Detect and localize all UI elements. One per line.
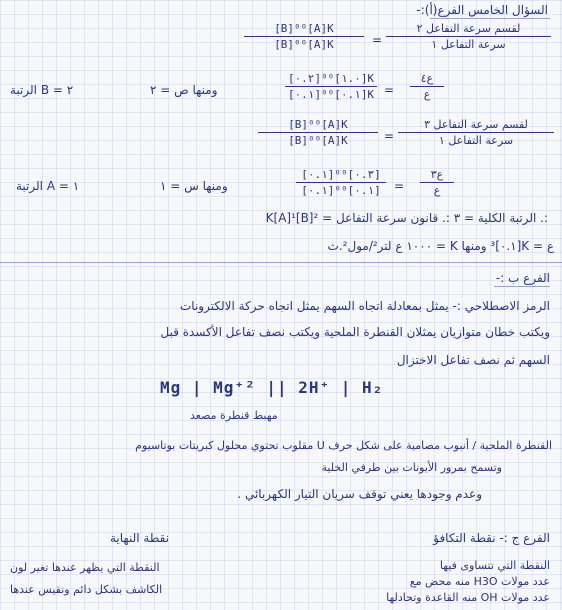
equivalence-def-line-2: عدد مولات H3O منه محض مع xyxy=(409,575,550,588)
title-underline xyxy=(430,18,550,19)
endpoint-def-line-2: الكاشف بشكل دائم ونقيس عندها xyxy=(10,583,163,596)
part-b-heading-underline xyxy=(494,286,550,287)
substituted-ratio-4 xyxy=(296,168,386,197)
rate-ratio-label-3-numerator: لقسم سرعة التفاعل ٣ xyxy=(424,118,528,131)
section-divider xyxy=(0,262,562,263)
question-title: السؤال الخامس الفرع(أ):- xyxy=(416,3,548,17)
endpoint-heading: نقطة النهاية xyxy=(110,531,170,545)
rate-ratio-label-1-numerator: لقسم سرعة التفاعل ٢ xyxy=(416,22,521,35)
equals-sign: = xyxy=(384,83,395,97)
part-b-line-2: ويكتب خطان متوازيان يمثلان القنطرة الملحية ويكتب نصف تفاعل الأكسدة قبل xyxy=(160,325,550,339)
endpoint-def-line-1: النقطة التي يظهر عندها تغير لون xyxy=(10,561,160,574)
substituted-ratio-2-numerator: [٠.٢]⁰⁰[١.٠]K xyxy=(287,72,375,85)
rate-ratio-symbol-4-numerator: ع٣ xyxy=(430,168,444,181)
rate-law-ratio-3 xyxy=(258,118,378,147)
equals-sign: = xyxy=(384,129,395,143)
rate-constant-line: ع = K[٠.١]³ ومنها K = ١٠٠٠ ع لتر²/مول².ث xyxy=(327,239,554,253)
part-c-heading: الفرع ج :- نقطة التكافؤ xyxy=(433,531,550,545)
fraction-bar xyxy=(296,182,386,183)
equals-sign: = xyxy=(394,179,405,193)
fraction-bar xyxy=(386,36,551,37)
fraction-bar xyxy=(258,132,378,133)
substituted-ratio-2 xyxy=(285,72,377,101)
cell-notation: Mg | Mg⁺² || 2H⁺ | H₂ xyxy=(160,378,384,397)
fraction-bar xyxy=(410,86,444,87)
rate-ratio-label-3 xyxy=(398,118,554,147)
rate-ratio-label-1 xyxy=(386,22,551,51)
part-b-line-4: القنطرة الملحية / أنبوب مصامية على شكل حرف U مقلوب تحتوي محلول كبريتات بوتاسيوم xyxy=(135,439,552,452)
fraction-bar xyxy=(244,36,364,37)
rate-ratio-label-1-denominator: سرعة التفاعل ١ xyxy=(431,38,506,51)
order-b-note: ومنها ص = ٢ xyxy=(150,83,218,97)
substituted-ratio-4-numerator: [٠.١]⁰⁰[٠.٣] xyxy=(301,168,381,181)
substituted-ratio-2-denominator: [٠.١]⁰⁰[٠.١]K xyxy=(287,88,375,101)
overall-order-line: :. الرتبة الكلية = ٣ :. قانون سرعة التفاعل = K[A]¹[B]² xyxy=(265,211,548,225)
equivalence-def-line-3: عدد مولات OH منه القاعدة وتحادلها xyxy=(386,591,550,604)
rate-ratio-label-3-denominator: سرعة التفاعل ١ xyxy=(438,134,514,147)
rate-law-ratio-3-numerator: [B]⁰⁰[A]K xyxy=(288,118,348,131)
fraction-bar xyxy=(420,182,454,183)
rate-ratio-symbol-2-denominator: ع xyxy=(423,88,431,101)
order-b-result: ٢ = B الرتبة xyxy=(10,83,74,97)
part-b-line-6: وعدم وجودها يعني توقف سريان التيار الكهربائي . xyxy=(237,487,482,501)
fraction-bar xyxy=(285,86,377,87)
equals-sign: = xyxy=(372,33,383,47)
rate-ratio-symbol-4-denominator: ع xyxy=(433,184,441,197)
rate-ratio-symbol-2-numerator: ع٤ xyxy=(420,72,434,85)
rate-law-ratio-1 xyxy=(244,22,364,51)
substituted-ratio-4-denominator: [٠.١]⁰⁰[٠.١] xyxy=(301,184,381,197)
order-a-note: ومنها س = ١ xyxy=(160,179,228,193)
order-a-result: ١ = A الرتبة xyxy=(16,179,80,193)
part-b-line-5: وتسمح بمرور الأيونات بين طرفي الخلية xyxy=(321,461,502,474)
rate-law-ratio-1-numerator: [B]⁰⁰[A]K xyxy=(274,22,334,35)
cell-notation-labels: مهبط قنطرة مصعد xyxy=(190,409,278,422)
rate-ratio-symbol-2 xyxy=(410,72,444,101)
rate-law-ratio-3-denominator: [B]⁰⁰[A]K xyxy=(288,134,348,147)
equivalence-def-line-1: النقطة التي تتساوى فيها xyxy=(439,559,550,572)
rate-ratio-symbol-4 xyxy=(420,168,454,197)
part-b-line-1: الرمز الاصطلاحي :- يمثل بمعادلة اتجاه السهم يمثل اتجاه حركة الالكترونات xyxy=(179,299,550,313)
fraction-bar xyxy=(398,132,554,133)
part-b-line-3: السهم ثم نصف تفاعل الاختزال xyxy=(396,353,550,367)
part-b-heading: الفرع ب :- xyxy=(495,271,550,285)
rate-law-ratio-1-denominator: [B]⁰⁰[A]K xyxy=(274,38,334,51)
